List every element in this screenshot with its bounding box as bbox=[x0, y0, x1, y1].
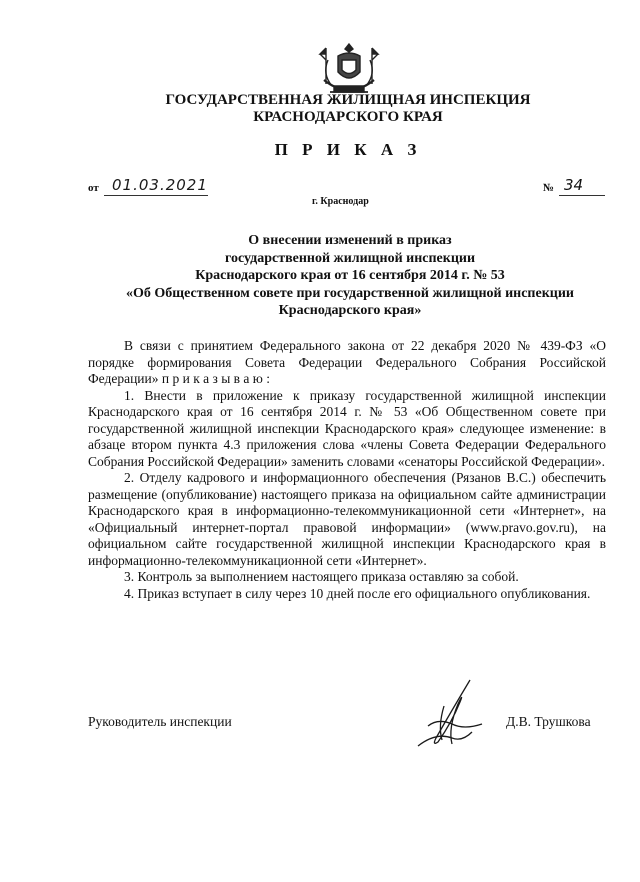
signature-icon bbox=[398, 676, 498, 756]
subject-line: государственной жилищной инспекции bbox=[224, 250, 476, 266]
signer-role: Руководитель инспекции bbox=[88, 714, 232, 729]
organization-name-line2: КРАСНОДАРСКОГО КРАЯ bbox=[253, 109, 443, 125]
clause-2-paragraph: 2. Отделу кадрового и информационного обеспечения (Рязанов В.С.) обеспечить размещение (опубликование) настоящего приказа на официальном сайте администрации Краснодарского края в информационно-телекоммуникационной сети «Интернет», на «Официальный интернет-портал правовой информации» (www.pravo.gov.ru), на официальном сайте государственной жилищной инспекции Краснодарского края в информационно-телекоммуникационной сети «Интернет». bbox=[88, 470, 606, 568]
preamble-paragraph: В связи с принятием Федерального закона от 22 декабря 2020 № 439-ФЗ «О порядке формирования Совета Федерации Федерального Собрания Российской Федерации» п р и к а з ы в а ю : bbox=[88, 338, 606, 386]
subject-line: Краснодарского края» bbox=[278, 303, 422, 318]
handwritten-date: 01.03.2021 bbox=[112, 176, 208, 194]
order-body bbox=[88, 338, 606, 602]
clause-1-paragraph: 1. Внести в приложение к приказу государственной жилищной инспекции Краснодарского края от 16 сентября 2014 г. № 53 «Об Общественном совете при государственной жилищной инспекции Краснодарского края» следующее изменение: в абзаце втором пункта 4.3 приложения слова «члены Совета Федерации Федерального Собрания Российской Федерации» заменить словами «сенаторы Российской Федерации». bbox=[88, 387, 606, 469]
number-underline bbox=[559, 195, 605, 196]
clause-3-paragraph: 3. Контроль за выполнением настоящего приказа оставляю за собой. bbox=[124, 569, 519, 584]
order-subject bbox=[60, 232, 640, 320]
clause-4-paragraph: 4. Приказ вступает в силу через 10 дней после его официального опубликования. bbox=[124, 585, 591, 601]
signer-name: Д.В. Трушкова bbox=[506, 714, 591, 729]
handwritten-number: 34 bbox=[564, 176, 584, 194]
subject-line: О внесении изменений в приказ bbox=[248, 233, 452, 248]
date-underline bbox=[104, 195, 208, 196]
organization-name-line1: ГОСУДАРСТВЕННАЯ ЖИЛИЩНАЯ ИНСПЕКЦИЯ bbox=[165, 92, 531, 108]
number-prefix: № bbox=[543, 182, 555, 194]
city-label: г. Краснодар bbox=[312, 196, 369, 207]
subject-line: Краснодарского края от 16 сентября 2014 г. № 53 bbox=[195, 268, 505, 283]
document-type-title: П Р И К А З bbox=[274, 140, 422, 159]
date-prefix: от bbox=[88, 182, 99, 194]
subject-line: «Об Общественном совете при государственной жилищной инспекции bbox=[126, 285, 574, 301]
